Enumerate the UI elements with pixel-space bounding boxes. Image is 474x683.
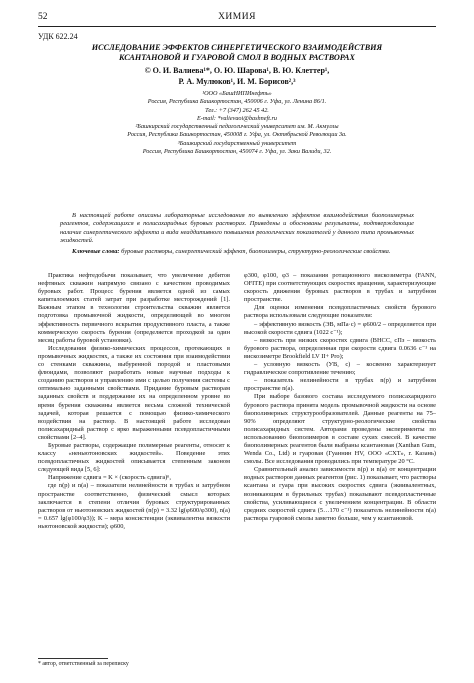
paragraph: φ300, φ100, φ3 – показания ротационного вискозиметра (FANN, OFITE) при соответствующих скоростях вращения, характеризующие скорость движения буровых растворов в трубах и затрубном пространстве. bbox=[244, 272, 436, 304]
list-item: – показатель нелинейности в трубах n(p) и затрубном пространстве n(a). bbox=[244, 377, 436, 393]
article-title: ИССЛЕДОВАНИЕ ЭФФЕКТОВ СИНЕРГЕТИЧЕСКОГО ВЗАИМОДЕЙСТВИЯ КСАНТАНОВОЙ И ГУАРОВОЙ СМОЛ В ВОДНЫХ РАСТВОРАХ bbox=[91, 43, 383, 62]
paragraph: Исследования физико-химических процессов, протекающих в промывочных жидкостях, а также их состояния при взаимодействии со стенками скважины, выбуренной породой и пластовыми флюидами, позволяют разработать новые научные подходы к созданию растворов и управлению ими с целью получения системы с оптимально заданными свойствами. Придание буровым растворам заданных свойств и поддержание их на определенном уровне во время бурения скважины является весьма сложной технической задачей, которая решается с помощью физико-химического воздействия на раствор. В настоящей работе исследован полисахаридный раствор с ярко выраженными псевдопластичными свойствами [2–4]. bbox=[38, 344, 230, 441]
affiliation-line: E-mail: *valievaoi@bashneft.ru bbox=[197, 114, 277, 122]
list-item: – вязкость при низких скоростях сдвига (ВНСС, сПз – вязкость бурового раствора, определенная при скорости сдвига 0.0636 с⁻¹ на вискозиметре Brookfield LV II+ Pro); bbox=[244, 336, 436, 360]
affiliation-line: ²Башкирский государственный педагогический университет им. М. Акмуллы bbox=[135, 123, 339, 131]
body-column-right bbox=[244, 272, 436, 523]
paragraph: Сравнительный анализ зависимости n(p) и n(a) от концентрации водных растворов данных реагентов (рис. 1) показывает, что растворы ксантана и гуара при высоких скоростях сдвига (эквивалентных, возникающим в бурильных трубах) показывают псевдопластичные свойства, усиливающиеся с увеличением концентрации. В области средних скоростей сдвига (5…170 с⁻¹) показатель нелинейности n(a) раствора гуаровой смолы заметно больше, чем у ксантановой. bbox=[244, 466, 436, 522]
affiliation-line: Россия, Республика Башкортостан, 450006 г. Уфа, ул. Ленина 86/1. bbox=[147, 98, 327, 106]
affiliation-line: Россия, Республика Башкортостан, 450008 г. Уфа, ул. Октябрьской Революции 3а. bbox=[127, 131, 347, 139]
affiliation-line: ³Башкирский государственный университет bbox=[177, 139, 297, 147]
udc-code: УДК 622.24 bbox=[38, 32, 78, 41]
paragraph: Для оценки изменения псевдопластичных свойств бурового раствора использовали следующие показатели: bbox=[244, 304, 436, 320]
author-line: Р. А. Мулюков¹, И. М. Борисов²,³ bbox=[178, 76, 296, 86]
paragraph: Буровые растворы, содержащие полимерные реагенты, относят к классу «неньютоновских жидкостей». Поведение этих псевдопластичных жидкостей описывается степенным законом следующей вида [5, 6]: bbox=[38, 441, 230, 474]
footnote: * автор, ответственный за переписку bbox=[38, 661, 129, 667]
page-number: 52 bbox=[38, 12, 48, 22]
affiliation-line: Тел.: +7 (347) 262 45 42. bbox=[205, 106, 269, 114]
list-item: – условную вязкость (УВ, с) – косвенно характеризует гидравлическое сопротивление течению; bbox=[244, 361, 436, 377]
paragraph: Практика нефтедобычи показывает, что увеличение дебитов нефтяных скважин напрямую связано с качеством проводимых буровых работ. Процесс бурения является одной из самых капиталоемких статей затрат при разработке месторождений [1]. Важным этапом в технологии строительства скважин является подготовка промывочной жидкости, определяющей во многом эффективность первичного вскрытия продуктивного пласта, а также коммерческую скорость бурения (определяется проходкой за один месяц работы буровой установки). bbox=[38, 272, 230, 344]
abstract-text: В настоящей работе описаны лабораторные исследования по выявлению эффектов взаимодействия биополимерных реагентов, содержащихся в полисахаридных буровых растворах. Приведены и обоснованы результаты, подтверждающие наличие синергетического эффекта и вида неаддитивного повышения реологических показателей у данного типа промывочных жидкостей. bbox=[60, 212, 414, 244]
footnote-divider bbox=[38, 658, 108, 659]
keywords-text: буровые растворы, синергетический эффект, биополимеры, структурно-реологические свойства. bbox=[121, 248, 391, 256]
author-list bbox=[40, 66, 434, 87]
affiliation-line: ¹ООО «БашНИПИнефть» bbox=[202, 90, 272, 97]
author-line: © О. И. Валиева¹*, О. Ю. Шарова¹, В. Ю. Клеттер¹, bbox=[144, 66, 330, 75]
list-item: – эффективную вязкость (ЭВ, мПа·с) = φ600/2 – определяется при высокой скорости сдвига (1022 с⁻¹); bbox=[244, 320, 436, 336]
abstract bbox=[60, 212, 414, 256]
body-column-left bbox=[38, 272, 230, 531]
paragraph: При выборе базового состава исследуемого полисахаридного бурового раствора принята модель промывочной жидкости на основе биополимерных структурообразователей. Данные реагенты на 75–90% определяют структурно-реологические свойства полисахаридных систем. Авторами проведены эксперименты по использованию биополимеров в составе сухих смесей. В качестве биополимерных реагентов были выбраны ксантановая (Xanthan Gum, Wenda Co., Ltd) и гуаровая (Гуаннин HV, ООО «СХТ», г. Казань) смолы. Все исследования проводились при температуре 20 °С. bbox=[244, 393, 436, 466]
keywords-label: Ключевые слова: bbox=[72, 248, 120, 256]
journal-section: ХИМИЯ bbox=[218, 12, 256, 22]
paragraph: где n(p) и n(a) – показатели нелинейности в трубах и затрубном пространстве соответственно, физический смысл которых заключается в степени отличия буровых структурированных растворов от ньютоновских жидкостей (n(p) = 3.32 lg(φ600/φ300), n(a) = 0.657 lg(φ100/φ3)); K – мера консистенции (эквивалентна вязкости ньютоновской жидкости); φ600, bbox=[38, 482, 230, 530]
running-head bbox=[38, 10, 436, 27]
affiliations bbox=[40, 90, 434, 156]
formula: Напряжение сдвига = K × (скорость сдвига)ⁿ, bbox=[48, 474, 171, 482]
affiliation-line: Россия, Республика Башкортостан, 450074 г. Уфа, ул. Заки Валиди, 32. bbox=[142, 148, 332, 156]
keywords bbox=[60, 248, 414, 256]
